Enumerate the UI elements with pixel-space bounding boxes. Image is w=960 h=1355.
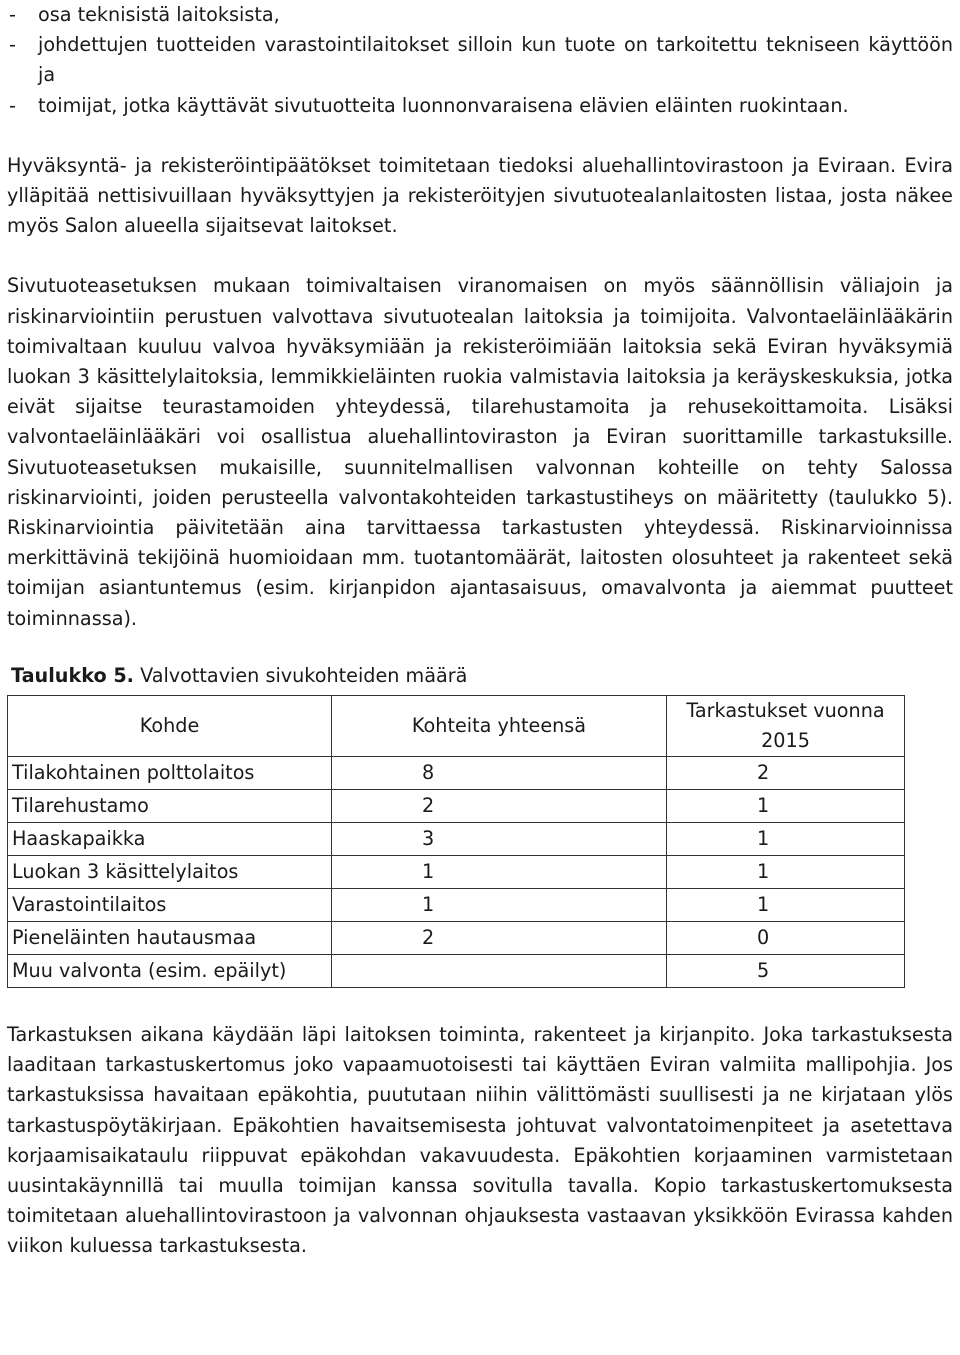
table-row <box>8 856 905 889</box>
cell-kohteita: 3 <box>332 823 667 856</box>
cell-tarkastukset: 0 <box>667 922 905 955</box>
bullet-list <box>7 0 953 121</box>
cell-tarkastukset: 1 <box>667 823 905 856</box>
table-header-row <box>8 696 905 757</box>
cell-kohde: Haaskapaikka <box>8 823 332 856</box>
cell-kohde: Varastointilaitos <box>8 889 332 922</box>
cell-kohde: Luokan 3 käsittelylaitos <box>8 856 332 889</box>
table-row <box>8 955 905 988</box>
table-caption-text: Valvottavien sivukohteiden määrä <box>133 663 468 687</box>
paragraph-supervision: Sivutuoteasetuksen mukaan toimivaltaisen viranomaisen on myös säännöllisin väliajoin ja riskinarviointiin perustuen valvottava sivutuotealan laitoksia ja toimijoita. Valvontaeläinlääkärin toimivaltaan kuuluu valvoa hyväksymiään ja rekisteröimiään laitoksia sekä Eviran hyväksymiä luokan 3 käsittelylaitoksia, lemmikkieläinten ruokia valmistavia laitoksia ja keräyskeskuksia, jotka eivät sijaitse teurastamoiden yhteydessä, tilarehustamoita ja rehusekoittamoita. Lisäksi valvontaeläinlääkäri voi osallistua aluehallintoviraston ja Eviran suorittamille tarkastuksille. Sivutuoteasetuksen mukaisille, suunnitelmallisen valvonnan kohteille on tehty Salossa riskinarviointi, joiden perusteella valvontakohteiden tarkastustiheys on määritetty (taulukko 5). Riskinarviointia päivitetään aina tarvittaessa tarkastusten yhteydessä. Riskinarvioinnissa merkittävinä tekijöinä huomioidaan mm. tuotantomäärät, laitosten olosuhteet ja rakenteet sekä toimijan asiantuntemus (esim. kirjanpidon ajantasaisuus, omavalvonta ja aiemmat puutteet toiminnassa). <box>7 274 953 630</box>
table-row <box>8 889 905 922</box>
cell-kohde: Tilarehustamo <box>8 790 332 823</box>
cell-tarkastukset: 1 <box>667 889 905 922</box>
cell-kohteita <box>332 955 667 988</box>
paragraph-approvals: Hyväksyntä- ja rekisteröintipäätökset toimitetaan tiedoksi aluehallintovirastoon ja Eviraan. Evira ylläpitää nettisivuillaan hyväksyttyjen ja rekisteröityjen sivutuotealanlaitosten listaa, josta näkee myös Salon alueella sijaitsevat laitokset. <box>7 153 953 238</box>
header-tarkastukset: Tarkastukset vuonna 2015 <box>667 696 905 757</box>
table-row <box>8 823 905 856</box>
table-row <box>8 790 905 823</box>
cell-kohteita: 8 <box>332 757 667 790</box>
cell-kohteita: 2 <box>332 922 667 955</box>
cell-kohde: Tilakohtainen polttolaitos <box>8 757 332 790</box>
cell-kohde: Muu valvonta (esim. epäilyt) <box>8 955 332 988</box>
cell-tarkastukset: 1 <box>667 856 905 889</box>
cell-tarkastukset: 2 <box>667 757 905 790</box>
cell-tarkastukset: 5 <box>667 955 905 988</box>
table-caption-label: Taulukko 5. <box>11 663 134 687</box>
paragraph-inspection: Tarkastuksen aikana käydään läpi laitoksen toiminta, rakenteet ja kirjanpito. Joka tarkastuksesta laaditaan tarkastuskertomus joko vapaamuotoisesti tai käyttäen Eviran valmiita mallipohjia. Jos tarkastuksissa havaitaan epäkohtia, puututaan niihin välittömästi suullisesti ja ne kirjataan ylös tarkastuspöytäkirjaan. Epäkohtien havaitsemisesta johtuvat valvontatoimenpiteet ja asetettava korjaamisaikataulu riippuvat epäkohdan vakavuudesta. Epäkohtien korjaaminen varmistetaan uusintakäynnillä tai muulla toimijan kanssa sovitulla tavalla. Kopio tarkastuskertomuksesta toimitetaan aluehallintovirastoon ja valvonnan ohjauksesta vastaavan yksikköön Evirassa kahden viikon kuluessa tarkastuksesta. <box>7 1023 953 1258</box>
cell-tarkastukset: 1 <box>667 790 905 823</box>
cell-kohde: Pieneläinten hautausmaa <box>8 922 332 955</box>
header-kohde: Kohde <box>8 696 332 757</box>
cell-kohteita: 2 <box>332 790 667 823</box>
table-caption <box>7 661 953 691</box>
table-row <box>8 757 905 790</box>
cell-kohteita: 1 <box>332 856 667 889</box>
bullet-item: - osa teknisistä laitoksista, <box>7 0 953 30</box>
table-row <box>8 922 905 955</box>
header-kohteita: Kohteita yhteensä <box>332 696 667 757</box>
bullet-item: - toimijat, jotka käyttävät sivutuotteita luonnonvaraisena elävien eläinten ruokintaan. <box>7 91 953 121</box>
cell-kohteita: 1 <box>332 889 667 922</box>
supervision-table <box>7 695 905 988</box>
bullet-item: - johdettujen tuotteiden varastointilaitokset silloin kun tuote on tarkoitettu tekniseen käyttöön ja <box>7 30 953 90</box>
